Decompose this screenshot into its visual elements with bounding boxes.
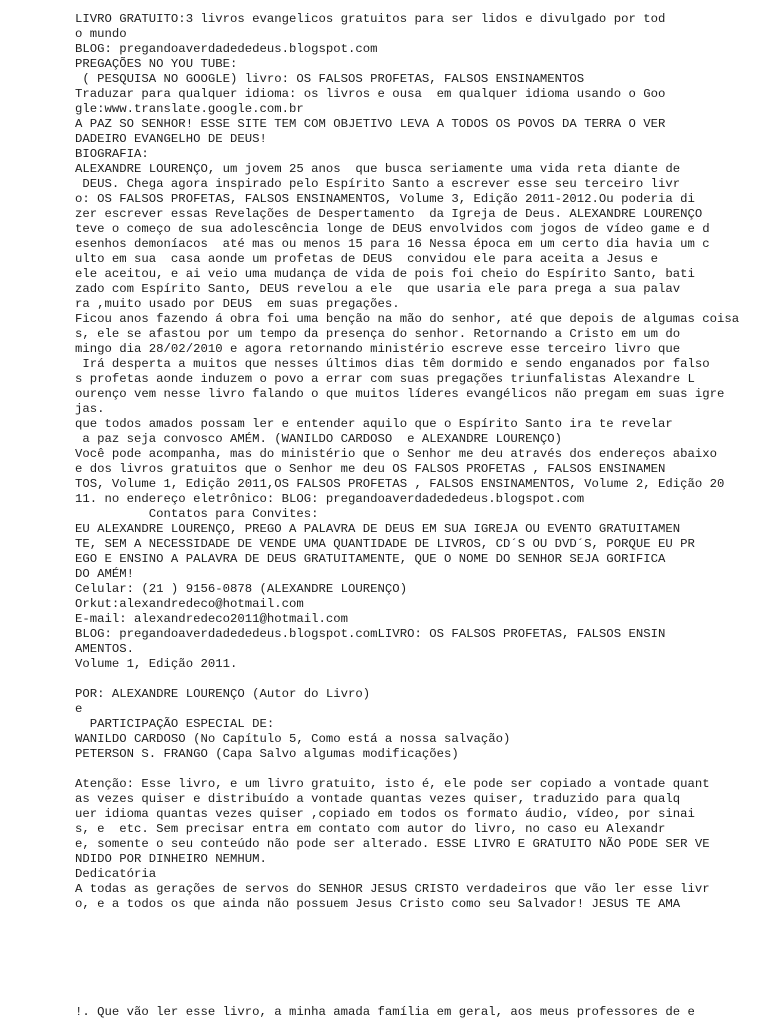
text-line: ALEXANDRE LOURENÇO, um jovem 25 anos que busca seriamente uma vida reta diante de — [75, 162, 681, 176]
text-line: ( PESQUISA NO GOOGLE) livro: OS FALSOS PROFETAS, FALSOS ENSINAMENTOS — [75, 72, 585, 86]
text-line: POR: ALEXANDRE LOURENÇO (Autor do Livro) — [75, 687, 371, 701]
text-line: mingo dia 28/02/2010 e agora retornando ministério escreve esse terceiro livro que — [75, 342, 681, 356]
text-line: Irá desperta a muitos que nesses últimos dias têm dormido e sendo enganados por falso — [75, 357, 710, 371]
text-line: o, e a todos os que ainda não possuem Jesus Cristo como seu Salvador! JESUS TE AMA — [75, 897, 681, 911]
text-line: DADEIRO EVANGELHO DE DEUS! — [75, 132, 267, 146]
text-line: o: OS FALSOS PROFETAS, FALSOS ENSINAMENTOS, Volume 3, Edição 2011-2012.Ou poderia di — [75, 192, 695, 206]
text-line: e — [75, 702, 83, 716]
text-line: o mundo — [75, 27, 127, 41]
text-line: A todas as gerações de servos do SENHOR JESUS CRISTO verdadeiros que vão ler esse livr — [75, 882, 710, 896]
text-line: Contatos para Convites: — [75, 507, 319, 521]
text-line: ourenço vem nesse livro falando o que muitos líderes evangélicos não pregam em suas igre — [75, 387, 725, 401]
text-line: s, e etc. Sem precisar entra em contato com autor do livro, no caso eu Alexandr — [75, 822, 666, 836]
text-line: LIVRO GRATUITO:3 livros evangelicos gratuitos para ser lidos e divulgado por tod — [75, 12, 666, 26]
text-line: teve o começo de sua adolescência longe de DEUS envolvidos com jogos de vídeo game e d — [75, 222, 710, 236]
text-line: EGO E ENSINO A PALAVRA DE DEUS GRATUITAMENTE, QUE O NOME DO SENHOR SEJA GORIFICA — [75, 552, 666, 566]
text-line: ra ,muito usado por DEUS em suas pregações. — [75, 297, 400, 311]
text-line: que todos amados possam ler e entender aquilo que o Espírito Santo ira te revelar — [75, 417, 673, 431]
text-line — [75, 672, 765, 687]
text-line: PREGAÇÕES NO YOU TUBE: — [75, 57, 238, 71]
text-line: ele aceitou, e ai veio uma mudança de vida de pois foi cheio do Espírito Santo, bati — [75, 267, 695, 281]
text-line: ulto em sua casa aonde um profetas de DEUS convidou ele para aceita a Jesus e — [75, 252, 658, 266]
text-line: Dedicatória — [75, 867, 157, 881]
text-line: PARTICIPAÇÃO ESPECIAL DE: — [75, 717, 275, 731]
text-line: Atenção: Esse livro, e um livro gratuito, isto é, ele pode ser copiado a vontade quant — [75, 777, 710, 791]
text-line: AMENTOS. — [75, 642, 135, 656]
text-line: uer idioma quantas vezes quiser ,copiado em todos os formato áudio, vídeo, por sinai — [75, 807, 695, 821]
text-line: Você pode acompanha, mas do ministério que o Senhor me deu através dos endereços abaixo — [75, 447, 718, 461]
text-line: A PAZ SO SENHOR! ESSE SITE TEM COM OBJETIVO LEVA A TODOS OS POVOS DA TERRA O VER — [75, 117, 666, 131]
text-line: a paz seja convosco AMÉM. (WANILDO CARDOSO e ALEXANDRE LOURENÇO) — [75, 432, 563, 446]
text-line: as vezes quiser e distribuído a vontade quantas vezes quiser, traduzido para qualq — [75, 792, 681, 806]
text-line: E-mail: alexandredeco2011@hotmail.com — [75, 612, 349, 626]
text-line: esenhos demoníacos até mas ou menos 15 para 16 Nessa época em um certo dia havia um c — [75, 237, 710, 251]
text-line: !. Que vão ler esse livro, a minha amada família em geral, aos meus professores de e — [75, 1005, 695, 1019]
text-line: NDIDO POR DINHEIRO NEMHUM. — [75, 852, 267, 866]
text-line: jas. — [75, 402, 105, 416]
text-line: TOS, Volume 1, Edição 2011,OS FALSOS PROFETAS , FALSOS ENSINAMENTOS, Volume 2, Edição 20 — [75, 477, 725, 491]
text-line: Orkut:alexandredeco@hotmail.com — [75, 597, 304, 611]
text-line: TE, SEM A NECESSIDADE DE VENDE UMA QUANTIDADE DE LIVROS, CD´S OU DVD´S, PORQUE EU PR — [75, 537, 695, 551]
text-line: DO AMÉM! — [75, 567, 135, 581]
text-line: BLOG: pregandoaverdadededeus.blogspot.comLIVRO: OS FALSOS PROFETAS, FALSOS ENSIN — [75, 627, 666, 641]
text-line — [75, 762, 765, 777]
text-line: s profetas aonde induzem o povo a errar com suas pregações triunfalistas Alexandre L — [75, 372, 695, 386]
text-line: e, somente o seu conteúdo não pode ser alterado. ESSE LIVRO E GRATUITO NÃO PODE SER VE — [75, 837, 710, 851]
text-line: BLOG: pregandoaverdadededeus.blogspot.com — [75, 42, 378, 56]
text-line: DEUS. Chega agora inspirado pelo Espírito Santo a escrever esse seu terceiro livr — [75, 177, 681, 191]
text-line: s, ele se afastou por um tempo da presença do senhor. Retornando a Cristo em um do — [75, 327, 681, 341]
text-line: Traduzar para qualquer idioma: os livros e ousa em qualquer idioma usando o Goo — [75, 87, 666, 101]
text-line: Volume 1, Edição 2011. — [75, 657, 238, 671]
text-line: PETERSON S. FRANGO (Capa Salvo algumas modificações) — [75, 747, 459, 761]
document-footer-text — [75, 1005, 765, 1020]
text-line: zado com Espírito Santo, DEUS revelou a ele que usaria ele para prega a sua palav — [75, 282, 681, 296]
document-body-text — [75, 12, 765, 912]
text-line: Celular: (21 ) 9156-0878 (ALEXANDRE LOURENÇO) — [75, 582, 408, 596]
text-line: gle:www.translate.google.com.br — [75, 102, 304, 116]
text-line: Ficou anos fazendo á obra foi uma benção na mão do senhor, até que depois de algumas coisa — [75, 312, 740, 326]
text-line: BIOGRAFIA: — [75, 147, 149, 161]
text-line: WANILDO CARDOSO (No Capítulo 5, Como está a nossa salvação) — [75, 732, 511, 746]
text-line: 11. no endereço eletrônico: BLOG: pregandoaverdadededeus.blogspot.com — [75, 492, 585, 506]
text-line: e dos livros gratuitos que o Senhor me deu OS FALSOS PROFETAS , FALSOS ENSINAMEN — [75, 462, 666, 476]
text-line: EU ALEXANDRE LOURENÇO, PREGO A PALAVRA DE DEUS EM SUA IGREJA OU EVENTO GRATUITAMEN — [75, 522, 681, 536]
text-line: zer escrever essas Revelações de Despertamento da Igreja de Deus. ALEXANDRE LOURENÇO — [75, 207, 703, 221]
